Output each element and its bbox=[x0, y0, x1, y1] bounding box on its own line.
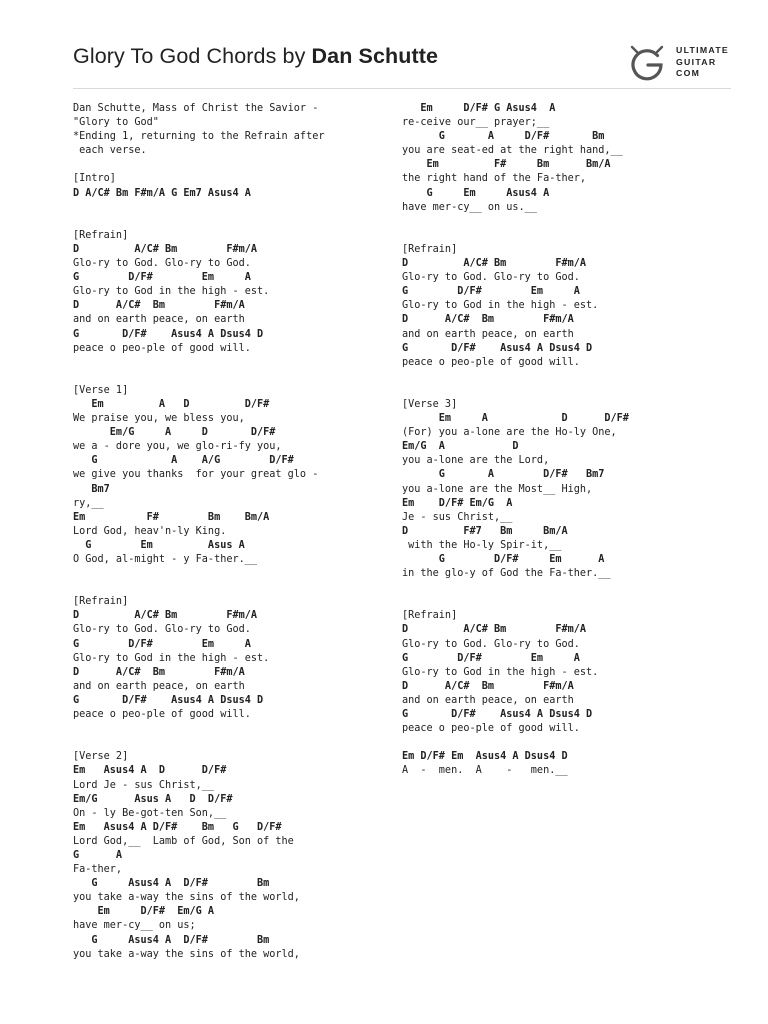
chord-line: G D/F# Asus4 A Dsus4 D bbox=[402, 709, 593, 721]
ultimate-guitar-logo-icon bbox=[626, 43, 668, 83]
lyric-line: Je - sus Christ,__ bbox=[402, 511, 513, 523]
blank-line bbox=[73, 158, 393, 172]
lyric-line: Glo-ry to God in the high - est. bbox=[402, 666, 599, 678]
logo-wordmark bbox=[676, 45, 729, 80]
chord-line: Bm7 bbox=[73, 483, 110, 495]
blank-line bbox=[402, 229, 722, 243]
chord-line: D A/C# Bm F#m/A bbox=[402, 258, 587, 270]
lyric-line: [Refrain] bbox=[73, 229, 129, 241]
chord-line: D A/C# Bm F#m/A bbox=[402, 624, 587, 636]
lyric-line: in the glo-y of God the Fa-ther.__ bbox=[402, 568, 611, 580]
chord-line: Em A D D/F# bbox=[402, 413, 629, 425]
lyric-line: have mer-cy__ on us; bbox=[73, 920, 196, 932]
lyric-line: peace o peo-ple of good will. bbox=[73, 709, 251, 721]
lyric-line: We praise you, we bless you, bbox=[73, 413, 245, 425]
lyric-line: the right hand of the Fa-ther, bbox=[402, 173, 587, 185]
chord-line: G D/F# Em A bbox=[402, 286, 580, 298]
chord-line: G D/F# Em A bbox=[402, 554, 605, 565]
chord-line: Em D/F# Em Asus4 A Dsus4 D bbox=[402, 751, 568, 763]
lyric-line: A - men. A - men.__ bbox=[402, 765, 568, 777]
blank-line bbox=[402, 581, 722, 595]
chord-line: G A D/F# Bm bbox=[402, 131, 605, 143]
lyric-line: "Glory to God" bbox=[73, 117, 159, 129]
lyric-line: Lord God, heav'n-ly King. bbox=[73, 525, 227, 537]
chord-line: G D/F# Asus4 A Dsus4 D bbox=[73, 328, 264, 340]
lyric-line: O God, al-might - y Fa-ther.__ bbox=[73, 554, 258, 565]
chord-line: D A/C# Bm F#m/A bbox=[73, 300, 245, 312]
chord-line: G Asus4 A D/F# Bm bbox=[73, 934, 270, 946]
logo-line-3: COM bbox=[676, 68, 701, 78]
artist-name: Dan Schutte bbox=[311, 44, 439, 68]
chord-line: D A/C# Bm F#m/A bbox=[73, 610, 258, 622]
lyric-line: Lord Je - sus Christ,__ bbox=[73, 779, 215, 791]
blank-line bbox=[73, 370, 393, 384]
blank-line bbox=[73, 722, 393, 736]
blank-line bbox=[402, 384, 722, 398]
lyric-line: Fa-ther, bbox=[73, 864, 123, 876]
lyric-line: [Verse 3] bbox=[402, 398, 458, 410]
lyric-line: peace o peo-ple of good will. bbox=[402, 723, 580, 735]
chord-line: G D/F# Em A bbox=[73, 638, 251, 650]
blank-line bbox=[73, 736, 393, 750]
lyric-line: you a-lone are the Lord, bbox=[402, 455, 550, 467]
lyric-line: peace o peo-ple of good will. bbox=[402, 356, 580, 368]
chord-line: G D/F# Asus4 A Dsus4 D bbox=[73, 694, 264, 706]
blank-line bbox=[402, 736, 722, 750]
lyric-line: Lord God,__ Lamb of God, Son of the bbox=[73, 835, 294, 847]
chord-sheet-right-column bbox=[402, 102, 722, 779]
lyric-line: Dan Schutte, Mass of Christ the Savior - bbox=[73, 103, 319, 114]
chord-line: Em D/F# G Asus4 A bbox=[402, 103, 556, 114]
blank-line bbox=[402, 370, 722, 384]
blank-line bbox=[402, 215, 722, 229]
header-divider bbox=[73, 88, 731, 89]
lyric-line: you take a-way the sins of the world, bbox=[73, 948, 300, 960]
chord-line: G Asus4 A D/F# Bm bbox=[73, 878, 270, 890]
ultimate-guitar-logo[interactable] bbox=[626, 43, 736, 83]
chord-line: G A D/F# Bm7 bbox=[402, 469, 605, 481]
chord-line: G D/F# Em A bbox=[73, 272, 251, 284]
chord-line: G Em Asus4 A bbox=[402, 187, 550, 199]
chord-line: G Em Asus A bbox=[73, 539, 245, 551]
lyric-line: you are seat-ed at the right hand,__ bbox=[402, 145, 623, 157]
logo-line-2: GUITAR bbox=[676, 56, 717, 67]
lyric-line: (For) you a-lone are the Ho-ly One, bbox=[402, 427, 617, 439]
lyric-line: ry,__ bbox=[73, 497, 104, 509]
chord-line: Em Asus4 A D/F# Bm G D/F# bbox=[73, 821, 282, 833]
chord-line: Em D/F# Em/G A bbox=[402, 497, 513, 509]
chord-line: Em D/F# Em/G A bbox=[73, 906, 215, 918]
lyric-line: *Ending 1, returning to the Refrain after bbox=[73, 131, 325, 143]
lyric-line: Glo-ry to God. Glo-ry to God. bbox=[402, 272, 580, 284]
lyric-line: have mer-cy__ on us.__ bbox=[402, 201, 537, 213]
page-title bbox=[73, 44, 438, 69]
chord-line: Em/G A D bbox=[402, 441, 519, 453]
lyric-line: Glo-ry to God. Glo-ry to God. bbox=[73, 624, 251, 636]
lyric-line: Glo-ry to God in the high - est. bbox=[402, 300, 599, 312]
lyric-line: Glo-ry to God. Glo-ry to God. bbox=[402, 638, 580, 650]
lyric-line: and on earth peace, on earth bbox=[73, 314, 245, 326]
lyric-line: and on earth peace, on earth bbox=[402, 328, 574, 340]
chord-line: D A/C# Bm F#m/A G Em7 Asus4 A bbox=[73, 187, 251, 199]
lyric-line: we a - dore you, we glo-ri-fy you, bbox=[73, 441, 282, 453]
lyric-line: and on earth peace, on earth bbox=[402, 694, 574, 706]
lyric-line: [Refrain] bbox=[73, 596, 129, 608]
lyric-line: [Verse 2] bbox=[73, 751, 129, 763]
lyric-line: re-ceive our__ prayer;__ bbox=[402, 117, 550, 129]
lyric-line: you take a-way the sins of the world, bbox=[73, 892, 300, 904]
lyric-line: [Refrain] bbox=[402, 610, 458, 622]
chord-line: G A bbox=[73, 849, 123, 861]
lyric-line: and on earth peace, on earth bbox=[73, 680, 245, 692]
chord-line: G A A/G D/F# bbox=[73, 455, 294, 467]
lyric-line: peace o peo-ple of good will. bbox=[73, 342, 251, 354]
blank-line bbox=[73, 581, 393, 595]
chord-line: D F#7 Bm Bm/A bbox=[402, 525, 568, 537]
page-header bbox=[73, 44, 438, 69]
lyric-line: Glo-ry to God in the high - est. bbox=[73, 286, 270, 298]
logo-line-1: ULTIMATE bbox=[676, 45, 730, 55]
chord-line: G D/F# Em A bbox=[402, 652, 580, 664]
blank-line bbox=[73, 215, 393, 229]
lyric-line: [Intro] bbox=[73, 173, 116, 185]
chord-line: D A/C# Bm F#m/A bbox=[402, 680, 574, 692]
chord-line: G D/F# Asus4 A Dsus4 D bbox=[402, 342, 593, 354]
blank-line bbox=[402, 595, 722, 609]
blank-line bbox=[73, 201, 393, 215]
chord-line: Em A D D/F# bbox=[73, 398, 270, 410]
chord-line: Em F# Bm Bm/A bbox=[73, 511, 270, 523]
chord-line: Em/G A D D/F# bbox=[73, 427, 276, 439]
lyric-line: On - ly Be-got-ten Son,__ bbox=[73, 807, 227, 819]
lyric-line: you a-lone are the Most__ High, bbox=[402, 483, 593, 495]
lyric-line: with the Ho-ly Spir-it,__ bbox=[402, 539, 562, 551]
chord-line: Em/G Asus A D D/F# bbox=[73, 793, 233, 805]
chord-line: D A/C# Bm F#m/A bbox=[73, 666, 245, 678]
song-title: Glory To God Chords by bbox=[73, 44, 312, 68]
lyric-line: Glo-ry to God. Glo-ry to God. bbox=[73, 258, 251, 270]
lyric-line: [Verse 1] bbox=[73, 384, 129, 396]
chord-line: D A/C# Bm F#m/A bbox=[73, 243, 258, 255]
lyric-line: we give you thanks for your great glo - bbox=[73, 469, 319, 481]
chord-line: Em F# Bm Bm/A bbox=[402, 159, 611, 171]
blank-line bbox=[73, 567, 393, 581]
chord-line: D A/C# Bm F#m/A bbox=[402, 314, 574, 326]
chord-line: Em Asus4 A D D/F# bbox=[73, 765, 227, 777]
lyric-line: [Refrain] bbox=[402, 243, 458, 255]
lyric-line: Glo-ry to God in the high - est. bbox=[73, 652, 270, 664]
blank-line bbox=[73, 356, 393, 370]
chord-sheet-left-column bbox=[73, 102, 393, 962]
lyric-line: each verse. bbox=[73, 145, 147, 157]
